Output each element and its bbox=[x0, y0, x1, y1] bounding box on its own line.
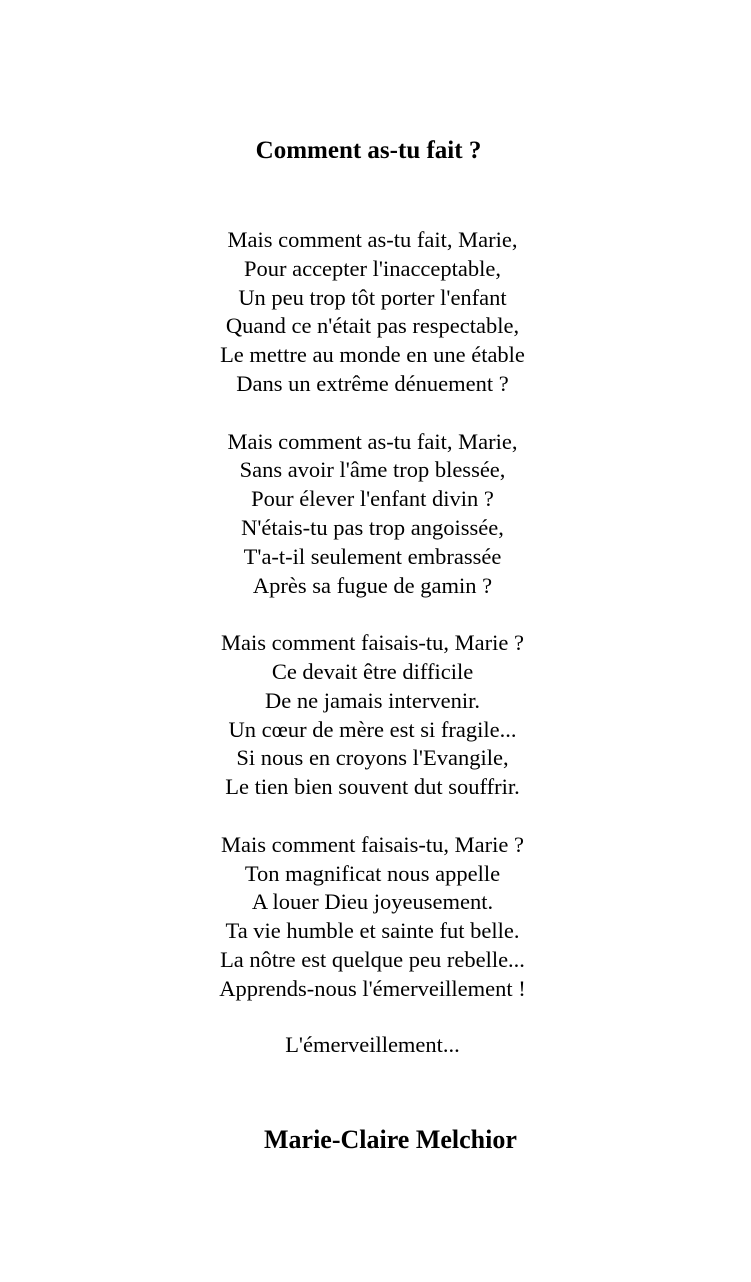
poem-line: N'étais-tu pas trop angoissée, bbox=[241, 514, 504, 540]
poem-line: Mais comment as-tu fait, Marie, bbox=[227, 227, 518, 252]
closing-line: L'émerveillement... bbox=[285, 1032, 460, 1057]
poem-line: Mais comment as-tu fait, Marie, bbox=[227, 428, 518, 454]
poem-line: T'a-t-il seulement embrassée bbox=[243, 543, 502, 569]
poem-line: Un cœur de mère est si fragile... bbox=[228, 716, 517, 742]
poem-line: Quand ce n'était pas respectable, bbox=[225, 313, 520, 339]
poem-line: A louer Dieu joyeusement. bbox=[251, 889, 494, 915]
poem-line: De ne jamais intervenir. bbox=[265, 687, 480, 713]
poem-line: La nôtre est quelque peu rebelle... bbox=[220, 946, 525, 972]
poem-line: Le mettre au monde en une étable bbox=[220, 342, 525, 368]
stanza-1 bbox=[0, 226, 745, 399]
author-signature: Marie-Claire Melchior bbox=[264, 1125, 517, 1154]
poem-title: Comment as-tu fait ? bbox=[255, 137, 482, 164]
poem-line: Mais comment faisais-tu, Marie ? bbox=[220, 831, 525, 857]
poem-line: Ton magnificat nous appelle bbox=[244, 860, 501, 886]
poem-line: Le tien bien souvent dut souffrir. bbox=[225, 774, 520, 800]
poem-line: Mais comment faisais-tu, Marie ? bbox=[220, 630, 525, 656]
poem-line: Ce devait être difficile bbox=[271, 658, 474, 684]
poem-body bbox=[0, 226, 745, 1032]
poem-line: Si nous en croyons l'Evangile, bbox=[236, 745, 509, 771]
stanza-3 bbox=[0, 629, 745, 802]
poem-line: Sans avoir l'âme trop blessée, bbox=[239, 457, 506, 483]
poem-line: Dans un extrême dénuement ? bbox=[236, 370, 509, 396]
stanza-2 bbox=[0, 428, 745, 601]
poem-line: Apprends-nous l'émerveillement ! bbox=[219, 975, 526, 1001]
poem-line: Un peu trop tôt porter l'enfant bbox=[238, 284, 507, 310]
poem-line: Ta vie humble et sainte fut belle. bbox=[225, 918, 520, 944]
poem-line: Après sa fugue de gamin ? bbox=[252, 572, 493, 598]
poem-line: Pour élever l'enfant divin ? bbox=[251, 486, 494, 512]
poem-line: Pour accepter l'inacceptable, bbox=[243, 255, 502, 281]
stanza-4 bbox=[0, 831, 745, 1004]
